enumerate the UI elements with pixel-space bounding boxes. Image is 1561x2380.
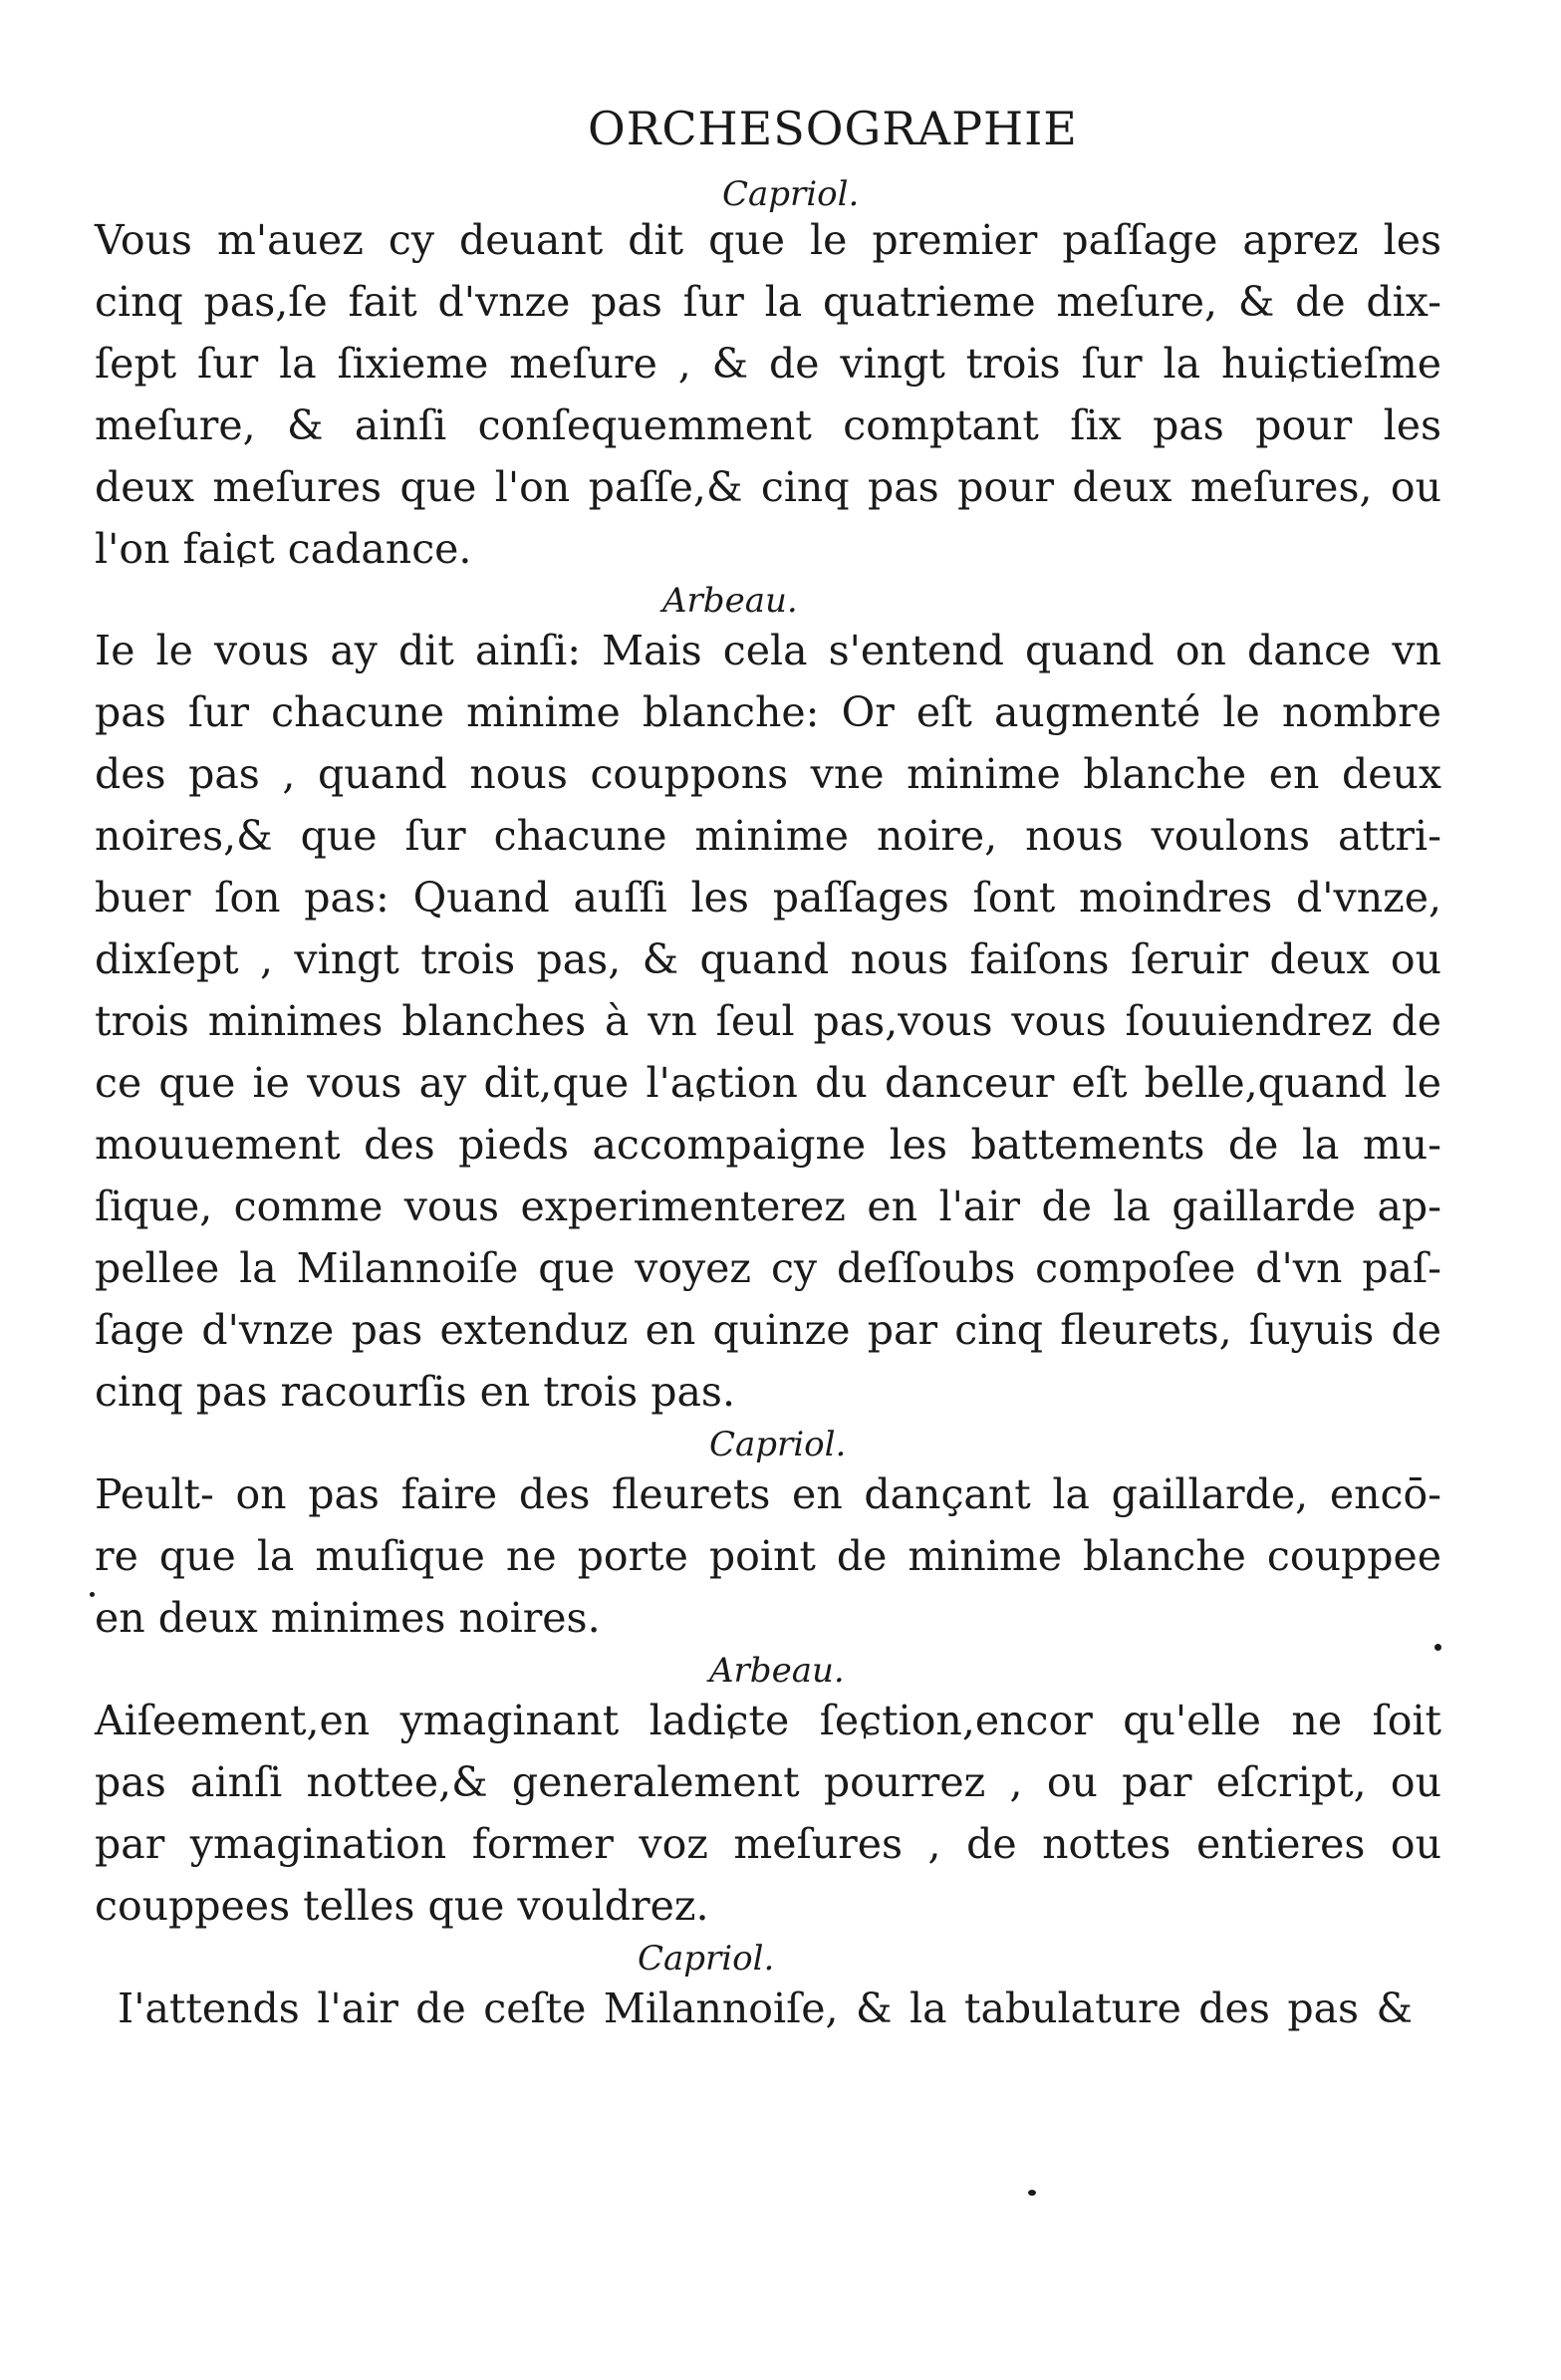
text-line: ſept ſur la ſixieme meſure , & de vingt trois ſur la huiɕtieſme bbox=[95, 340, 1441, 388]
text-line: re que la muſique ne porte point de minime blanche couppee bbox=[95, 1532, 1441, 1580]
speaker-label: Capriol. bbox=[709, 1425, 847, 1464]
text-line: l'on faiɕt cadance. bbox=[95, 525, 472, 573]
speaker-label: Arbeau. bbox=[662, 581, 798, 621]
text-line: Vous m'auez cy deuant dit que le premier paſſage aprez les bbox=[95, 216, 1441, 264]
ink-speck bbox=[90, 1592, 95, 1597]
text-line: ſique, comme vous experimenterez en l'air de la gaillarde ap- bbox=[95, 1183, 1441, 1230]
text-line: en deux minimes noires. bbox=[95, 1594, 601, 1642]
text-line: pas ainſi nottee,& generalement pourrez , ou par eſcript, ou bbox=[95, 1758, 1441, 1806]
text-line: dixſept , vingt trois pas, & quand nous faiſons ſeruir deux ou bbox=[95, 935, 1441, 983]
ink-speck bbox=[1028, 2190, 1036, 2196]
text-line: ſage d'vnze pas extenduz en quinze par cinq fleurets, ſuyuis de bbox=[95, 1306, 1441, 1354]
text-line: des pas , quand nous couppons vne minime blanche en deux bbox=[95, 750, 1441, 798]
text-line: deux meſures que l'on paſſe,& cinq pas pour deux meſures, ou bbox=[95, 463, 1441, 511]
text-line: ce que ie vous ay dit,que l'aɕtion du danceur eſt belle,quand le bbox=[95, 1059, 1441, 1107]
speaker-label: Capriol. bbox=[722, 174, 860, 214]
text-line: buer ſon pas: Quand auſſi les paſſages ſont moindres d'vnze, bbox=[95, 874, 1441, 922]
text-line: noires,& que ſur chacune minime noire, nous voulons attri- bbox=[95, 812, 1441, 860]
text-line: mouuement des pieds accompaigne les battements de la mu- bbox=[95, 1121, 1441, 1169]
text-line: Peult- on pas faire des fleurets en dançant la gaillarde, encō- bbox=[95, 1470, 1441, 1518]
running-title: ORCHESOGRAPHIE bbox=[588, 102, 1078, 155]
text-line: pellee la Milannoiſe que voyez cy deſſoubs compoſee d'vn paſ- bbox=[95, 1244, 1441, 1292]
text-line: par ymagination former voz meſures , de nottes entieres ou bbox=[95, 1820, 1441, 1868]
text-line: Aiſeement,en ymaginant ladiɕte ſeɕtion,encor qu'elle ne ſoit bbox=[95, 1697, 1441, 1744]
text-line: Ie le vous ay dit ainſi: Mais cela s'entend quand on dance vn bbox=[95, 627, 1441, 674]
ink-speck bbox=[1434, 1644, 1441, 1651]
text-line: I'attends l'air de ceſte Milannoiſe, & la tabulature des pas & bbox=[118, 1984, 1413, 2032]
text-line: meſure, & ainſi conſequemment comptant ſix pas pour les bbox=[95, 401, 1441, 449]
text-line: couppees telles que vouldrez. bbox=[95, 1882, 709, 1930]
text-line: cinq pas,ſe fait d'vnze pas ſur la quatrieme meſure, & de dix- bbox=[95, 278, 1441, 326]
text-line: pas ſur chacune minime blanche: Or eſt augmenté le nombre bbox=[95, 688, 1441, 736]
text-line: trois minimes blanches à vn ſeul pas,vous vous ſouuiendrez de bbox=[95, 997, 1441, 1045]
speaker-label: Arbeau. bbox=[709, 1651, 845, 1691]
text-line: cinq pas racourſis en trois pas. bbox=[95, 1368, 735, 1416]
speaker-label: Capriol. bbox=[638, 1939, 775, 1979]
